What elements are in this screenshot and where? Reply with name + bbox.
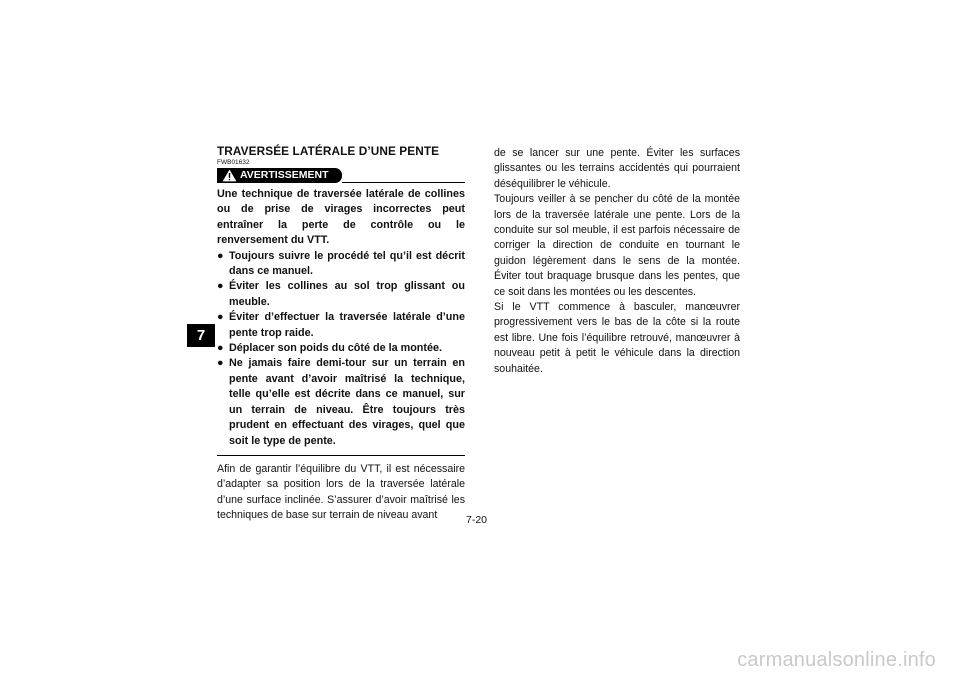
reference-code: FWB01632 xyxy=(217,159,250,166)
warning-bullet-text: Éviter les collines au sol trop glissant ou meuble. xyxy=(229,280,465,308)
chapter-tab: 7 xyxy=(187,324,215,347)
warning-intro: Une technique de traversée latérale de collines ou de prise de virages incorrectes peut entraîner la perte de contrôle ou le renversement du VTT. xyxy=(217,188,465,247)
warning-bullet-list xyxy=(217,249,465,449)
right-column xyxy=(494,146,740,377)
section-title: TRAVERSÉE LATÉRALE D’UNE PENTE xyxy=(217,144,440,158)
left-paragraph: Afin de garantir l’équilibre du VTT, il est nécessaire d’adapter sa position lors de la traversée latérale d’une surface inclinée. S’assurer d’avoir maîtrisé les techniques de base sur terrain de niveau avant xyxy=(217,462,465,522)
warning-bullet-item xyxy=(217,341,465,356)
bullet-dot-icon: ● xyxy=(217,357,224,370)
left-column xyxy=(217,144,465,524)
warning-bullet-text: Ne jamais faire demi-tour sur un terrain en pente avant d’avoir maîtrisé la technique, telle qu’elle est décrite dans ce manuel, sur un terrain de niveau. Être toujours très prudent en effectuant des virages, quel que soit le type de pente. xyxy=(229,357,465,447)
right-paragraph: de se lancer sur une pente. Éviter les surfaces glissantes ou les terrains accidentés qui pourraient déséquilibrer le véhicule. xyxy=(494,147,740,190)
warning-bottom-rule xyxy=(217,455,465,456)
bullet-dot-icon: ● xyxy=(217,249,224,262)
warning-bullet-item xyxy=(217,249,465,280)
warning-body xyxy=(217,187,465,449)
left-body-text xyxy=(217,462,465,524)
warning-bullet-text: Éviter d’effectuer la traversée latérale d’une pente trop raide. xyxy=(229,311,465,339)
warning-label xyxy=(217,168,342,183)
warning-bullet-item xyxy=(217,310,465,341)
page-number: 7-20 xyxy=(466,514,488,526)
warning-bullet-item xyxy=(217,279,465,310)
bullet-dot-icon: ● xyxy=(217,280,224,293)
right-paragraph: Si le VTT commence à basculer, manœuvrer progressivement vers le bas de la côte si la route est libre. Une fois l’équilibre retrouvé, manœuvrer à nouveau petit à petit le véhicule dans la direction souhaitée. xyxy=(494,301,740,375)
bullet-dot-icon: ● xyxy=(217,311,224,324)
warning-header xyxy=(217,168,465,183)
bullet-dot-icon: ● xyxy=(217,342,224,355)
warning-triangle-icon xyxy=(222,169,237,182)
warning-label-text: AVERTISSEMENT xyxy=(240,169,329,181)
watermark: carmanualsonline.info xyxy=(737,649,936,671)
warning-bullet-item xyxy=(217,356,465,448)
right-paragraph: Toujours veiller à se pencher du côté de la montée lors de la traversée latérale une pente. Lors de la conduite sur sol meuble, il est parfois nécessaire de corriger la direction de conduite en tournant le guidon légèrement dans le sens de la montée. Éviter tout braquage brusque dans les pentes, que ce soit dans les montées ou les descentes. xyxy=(494,193,740,298)
warning-top-rule xyxy=(342,182,465,183)
warning-bullet-text: Toujours suivre le procédé tel qu’il est décrit dans ce manuel. xyxy=(229,249,465,278)
warning-bullet-text: Déplacer son poids du côté de la montée. xyxy=(229,342,442,355)
